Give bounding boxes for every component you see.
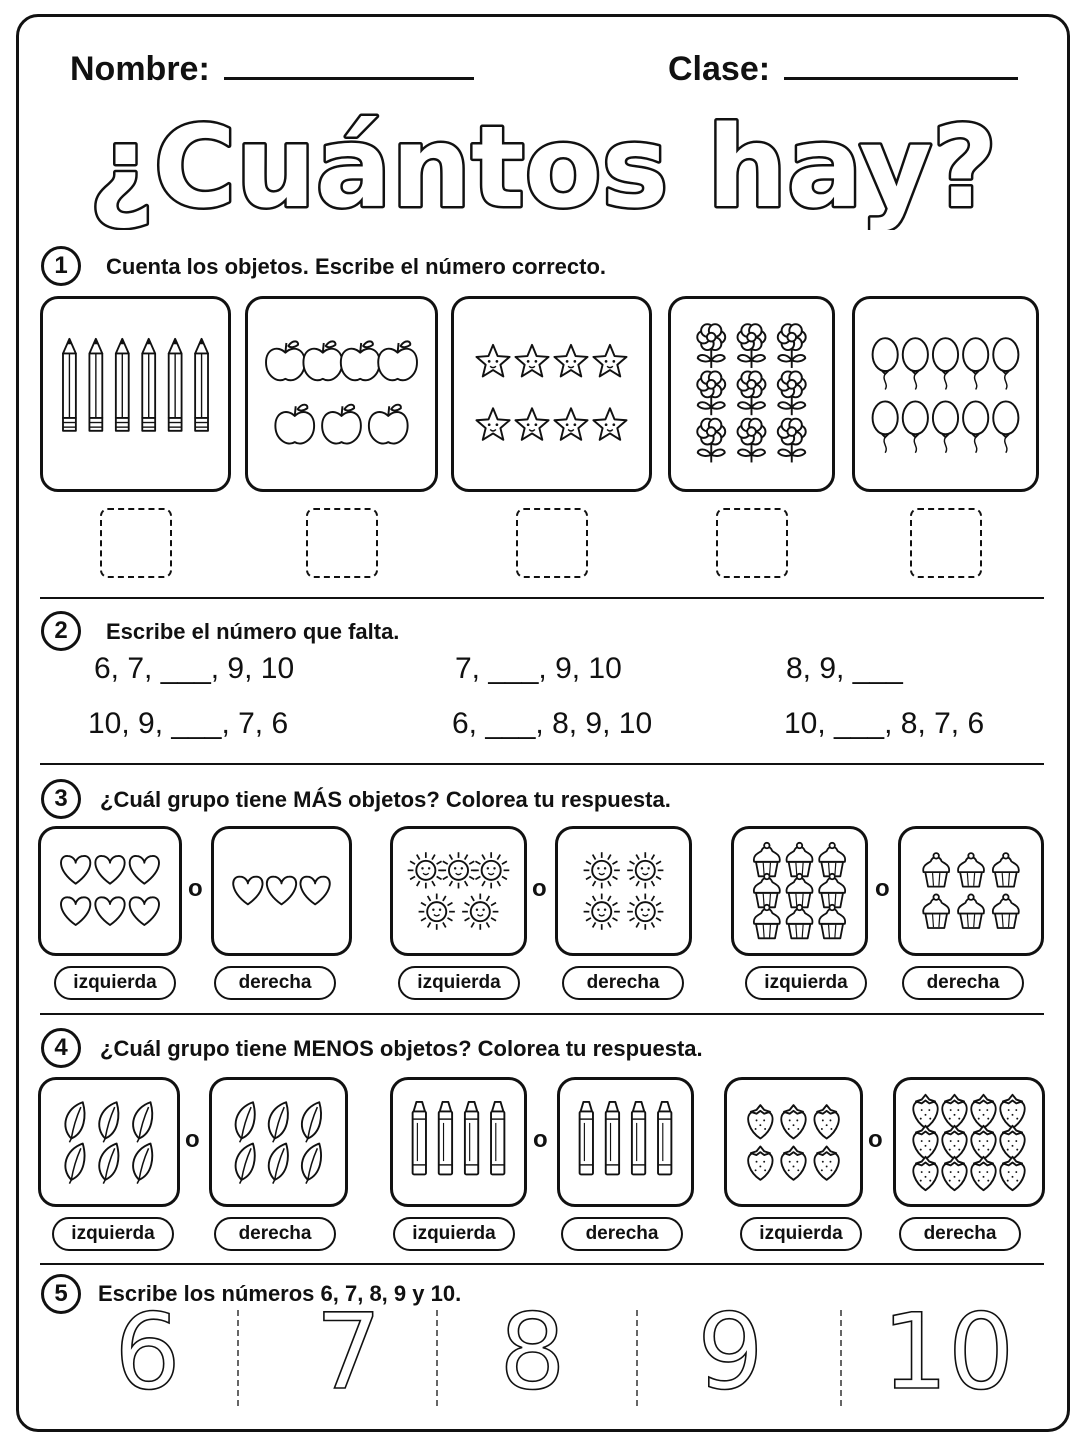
strawberry-icon bbox=[913, 1095, 937, 1128]
count-group-box[interactable] bbox=[668, 296, 835, 492]
star-icon bbox=[593, 408, 626, 440]
answer-box[interactable] bbox=[100, 508, 172, 578]
strawberry-icon bbox=[1000, 1095, 1024, 1128]
sequence-3[interactable]: 8, 9, ___ bbox=[786, 652, 903, 685]
leaf-icon bbox=[133, 1102, 152, 1142]
heart-icon bbox=[61, 856, 90, 884]
leaf-icon bbox=[133, 1144, 152, 1184]
flower-icon bbox=[738, 419, 766, 463]
cupcake-icon bbox=[958, 853, 984, 887]
apple-icon bbox=[303, 341, 342, 380]
balloon-icon bbox=[963, 401, 988, 452]
apple-icon bbox=[378, 341, 417, 380]
leaf-icon bbox=[236, 1144, 255, 1184]
section-4-number: 4 bbox=[41, 1028, 81, 1068]
divider bbox=[40, 763, 1044, 765]
section-1-instruction: Cuenta los objetos. Escribe el número correcto. bbox=[106, 254, 607, 279]
crayon-icon bbox=[632, 1102, 645, 1174]
right-choice-button[interactable]: derecha bbox=[214, 1217, 336, 1251]
leaf-icon bbox=[65, 1144, 84, 1184]
sequence-1[interactable]: 6, 7, ___, 9, 10 bbox=[94, 652, 295, 685]
strawberry-icon bbox=[942, 1126, 966, 1159]
divider bbox=[40, 1263, 1044, 1265]
flower-icon bbox=[778, 324, 806, 368]
star-icon bbox=[515, 408, 548, 440]
right-group-box[interactable] bbox=[555, 826, 692, 956]
strawberry-icon bbox=[781, 1146, 805, 1179]
cupcake-icon bbox=[923, 894, 949, 928]
strawberry-icon bbox=[748, 1105, 772, 1138]
left-group-box[interactable] bbox=[390, 1077, 527, 1207]
or-label: o bbox=[532, 875, 547, 902]
answer-box[interactable] bbox=[716, 508, 788, 578]
leaf-icon bbox=[302, 1102, 321, 1142]
leaf-icon bbox=[99, 1102, 118, 1142]
count-group-box[interactable] bbox=[852, 296, 1039, 492]
left-group-box[interactable] bbox=[731, 826, 868, 956]
title-text: ¿Cuántos hay? bbox=[88, 103, 998, 230]
heart-icon bbox=[233, 877, 262, 905]
left-choice-button[interactable]: izquierda bbox=[745, 966, 867, 1000]
strawberry-icon bbox=[971, 1095, 995, 1128]
trace-number-8[interactable]: 8 bbox=[499, 1291, 566, 1413]
trace-divider bbox=[636, 1310, 638, 1406]
sun-icon bbox=[473, 852, 509, 888]
left-choice-button[interactable]: izquierda bbox=[740, 1217, 862, 1251]
name-field[interactable] bbox=[70, 50, 474, 89]
balloon-icon bbox=[903, 338, 928, 389]
flower-icon bbox=[697, 371, 725, 415]
cupcake-icon bbox=[754, 843, 780, 877]
star-icon bbox=[554, 408, 587, 440]
balloon-icon bbox=[873, 401, 898, 452]
strawberry-icon bbox=[1000, 1157, 1024, 1190]
left-group-box[interactable] bbox=[38, 1077, 180, 1207]
sun-icon bbox=[627, 852, 663, 888]
or-label: o bbox=[875, 875, 890, 902]
heart-icon bbox=[95, 856, 124, 884]
trace-number-10[interactable]: 10 bbox=[881, 1291, 1015, 1413]
heart-icon bbox=[300, 877, 329, 905]
cupcake-icon bbox=[819, 843, 845, 877]
cupcake-icon bbox=[754, 905, 780, 939]
left-group-box[interactable] bbox=[38, 826, 182, 956]
strawberry-icon bbox=[814, 1105, 838, 1138]
star-icon bbox=[554, 345, 587, 377]
left-choice-button[interactable]: izquierda bbox=[393, 1217, 515, 1251]
cupcake-icon bbox=[993, 853, 1019, 887]
heart-icon bbox=[61, 897, 90, 925]
divider bbox=[40, 1013, 1044, 1015]
count-group-box[interactable] bbox=[451, 296, 652, 492]
left-choice-button[interactable]: izquierda bbox=[54, 966, 176, 1000]
heart-icon bbox=[130, 897, 159, 925]
balloon-icon bbox=[903, 401, 928, 452]
leaf-icon bbox=[99, 1144, 118, 1184]
crayon-icon bbox=[606, 1102, 619, 1174]
apple-icon bbox=[341, 341, 380, 380]
cupcake-icon bbox=[787, 874, 813, 908]
or-label: o bbox=[185, 1126, 200, 1153]
left-choice-button[interactable]: izquierda bbox=[52, 1217, 174, 1251]
count-group-box[interactable] bbox=[40, 296, 231, 492]
sun-icon bbox=[419, 894, 455, 930]
flower-icon bbox=[697, 419, 725, 463]
cupcake-icon bbox=[819, 874, 845, 908]
heart-icon bbox=[95, 897, 124, 925]
crayon-icon bbox=[413, 1102, 426, 1174]
class-label: Clase: bbox=[668, 50, 771, 88]
apple-icon bbox=[322, 405, 361, 444]
page-title bbox=[0, 98, 1086, 230]
sun-icon bbox=[408, 852, 444, 888]
trace-divider bbox=[436, 1310, 438, 1406]
leaf-icon bbox=[236, 1102, 255, 1142]
strawberry-icon bbox=[971, 1126, 995, 1159]
pencil-icon bbox=[89, 339, 102, 431]
balloon-icon bbox=[993, 401, 1018, 452]
strawberry-icon bbox=[971, 1157, 995, 1190]
section-3-instruction: ¿Cuál grupo tiene MÁS objetos? Colorea tu respuesta. bbox=[100, 787, 671, 812]
trace-number-9[interactable]: 9 bbox=[697, 1291, 764, 1413]
left-group-box[interactable] bbox=[390, 826, 527, 956]
cupcake-icon bbox=[754, 874, 780, 908]
pencil-icon bbox=[142, 339, 155, 431]
right-group-box[interactable] bbox=[209, 1077, 348, 1207]
strawberry-icon bbox=[781, 1105, 805, 1138]
left-group-box[interactable] bbox=[724, 1077, 863, 1207]
right-choice-button[interactable]: derecha bbox=[902, 966, 1024, 1000]
right-choice-button[interactable]: derecha bbox=[899, 1217, 1021, 1251]
leaf-icon bbox=[65, 1102, 84, 1142]
leaf-icon bbox=[269, 1144, 288, 1184]
cupcake-icon bbox=[819, 905, 845, 939]
strawberry-icon bbox=[942, 1157, 966, 1190]
right-choice-button[interactable]: derecha bbox=[214, 966, 336, 1000]
heart-icon bbox=[130, 856, 159, 884]
balloon-icon bbox=[873, 338, 898, 389]
leaf-icon bbox=[302, 1144, 321, 1184]
trace-number-7[interactable]: 7 bbox=[315, 1291, 382, 1413]
heart-icon bbox=[267, 877, 296, 905]
section-4-instruction: ¿Cuál grupo tiene MENOS objetos? Colorea tu respuesta. bbox=[100, 1036, 703, 1061]
star-icon bbox=[515, 345, 548, 377]
strawberry-icon bbox=[913, 1157, 937, 1190]
sequence-5[interactable]: 6, ___, 8, 9, 10 bbox=[452, 707, 653, 740]
section-2-instruction: Escribe el número que falta. bbox=[106, 619, 400, 644]
trace-number-6[interactable]: 6 bbox=[114, 1291, 181, 1413]
name-line[interactable] bbox=[224, 77, 474, 80]
star-icon bbox=[593, 345, 626, 377]
flower-icon bbox=[778, 371, 806, 415]
strawberry-icon bbox=[942, 1095, 966, 1128]
balloon-icon bbox=[933, 338, 958, 389]
crayon-icon bbox=[439, 1102, 452, 1174]
pencil-icon bbox=[169, 339, 182, 431]
sun-icon bbox=[584, 852, 620, 888]
flower-icon bbox=[778, 419, 806, 463]
or-label: o bbox=[188, 875, 203, 902]
crayon-icon bbox=[658, 1102, 671, 1174]
apple-icon bbox=[266, 341, 305, 380]
sun-icon bbox=[584, 894, 620, 930]
cupcake-icon bbox=[787, 905, 813, 939]
crayon-icon bbox=[491, 1102, 504, 1174]
count-group-box[interactable] bbox=[245, 296, 438, 492]
flower-icon bbox=[738, 371, 766, 415]
right-group-box[interactable] bbox=[557, 1077, 694, 1207]
cupcake-icon bbox=[923, 853, 949, 887]
section-1-number: 1 bbox=[41, 246, 81, 286]
strawberry-icon bbox=[1000, 1126, 1024, 1159]
strawberry-icon bbox=[913, 1126, 937, 1159]
crayon-icon bbox=[465, 1102, 478, 1174]
flower-icon bbox=[697, 324, 725, 368]
pencil-icon bbox=[116, 339, 129, 431]
balloon-icon bbox=[933, 401, 958, 452]
divider bbox=[40, 597, 1044, 599]
class-field[interactable] bbox=[668, 50, 1018, 89]
star-icon bbox=[476, 408, 509, 440]
right-group-box[interactable] bbox=[893, 1077, 1045, 1207]
name-label: Nombre: bbox=[70, 50, 210, 88]
or-label: o bbox=[868, 1126, 883, 1153]
star-icon bbox=[476, 345, 509, 377]
section-3-number: 3 bbox=[41, 779, 81, 819]
sun-icon bbox=[627, 894, 663, 930]
or-label: o bbox=[533, 1126, 548, 1153]
apple-icon bbox=[369, 405, 408, 444]
sequence-2[interactable]: 7, ___, 9, 10 bbox=[455, 652, 622, 685]
crayon-icon bbox=[580, 1102, 593, 1174]
cupcake-icon bbox=[787, 843, 813, 877]
cupcake-icon bbox=[958, 894, 984, 928]
balloon-icon bbox=[963, 338, 988, 389]
flower-icon bbox=[738, 324, 766, 368]
answer-box[interactable] bbox=[516, 508, 588, 578]
pencil-icon bbox=[195, 339, 208, 431]
sequence-6[interactable]: 10, ___, 8, 7, 6 bbox=[784, 707, 985, 740]
right-choice-button[interactable]: derecha bbox=[561, 1217, 683, 1251]
right-group-box[interactable] bbox=[898, 826, 1044, 956]
left-choice-button[interactable]: izquierda bbox=[398, 966, 520, 1000]
section-2-number: 2 bbox=[41, 611, 81, 651]
strawberry-icon bbox=[748, 1146, 772, 1179]
trace-divider bbox=[840, 1310, 842, 1406]
cupcake-icon bbox=[993, 894, 1019, 928]
section-5-number: 5 bbox=[41, 1274, 81, 1314]
pencil-icon bbox=[63, 339, 76, 431]
sun-icon bbox=[462, 894, 498, 930]
apple-icon bbox=[275, 405, 314, 444]
answer-box[interactable] bbox=[910, 508, 982, 578]
section-5-instruction: Escribe los números 6, 7, 8, 9 y 10. bbox=[98, 1281, 462, 1306]
class-line[interactable] bbox=[784, 77, 1018, 80]
strawberry-icon bbox=[814, 1146, 838, 1179]
leaf-icon bbox=[269, 1102, 288, 1142]
answer-box[interactable] bbox=[306, 508, 378, 578]
right-choice-button[interactable]: derecha bbox=[562, 966, 684, 1000]
balloon-icon bbox=[993, 338, 1018, 389]
sun-icon bbox=[440, 852, 476, 888]
trace-divider bbox=[237, 1310, 239, 1406]
right-group-box[interactable] bbox=[211, 826, 352, 956]
sequence-4[interactable]: 10, 9, ___, 7, 6 bbox=[88, 707, 289, 740]
